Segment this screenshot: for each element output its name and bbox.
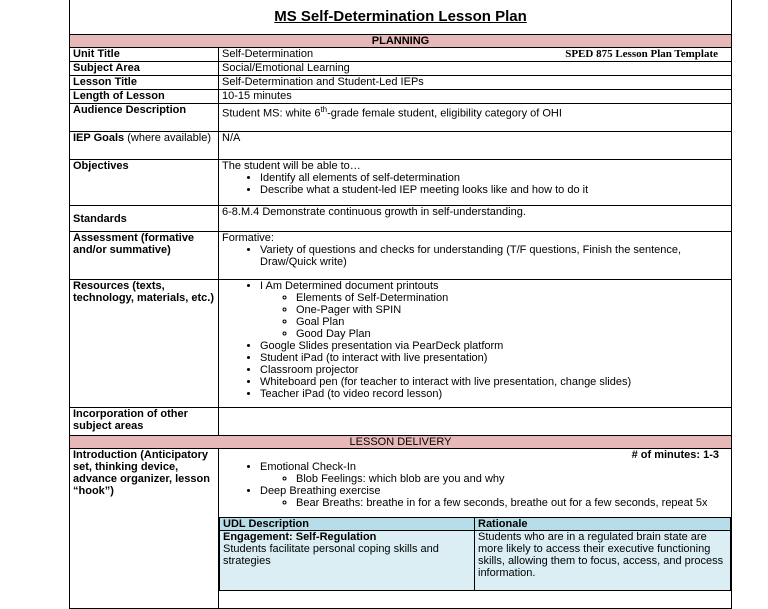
- udl-engagement-cell: [220, 531, 475, 591]
- resources-label: Resources (texts, technology, materials, etc.): [70, 280, 219, 408]
- engagement-text: Students facilitate personal coping skills and strategies: [223, 543, 439, 567]
- document-title: MS Self-Determination Lesson Plan: [70, 0, 732, 35]
- assessment-list: [222, 244, 728, 268]
- unit-title-cell: [219, 48, 732, 62]
- list-item: • I Am Determined document printouts ◦ Elements of Self-Determination ◦ One-Pager with SPIN ◦ Goal Plan ◦ Good Day Plan: [260, 280, 728, 340]
- list-item: ◦ Elements of Self-Determination: [296, 292, 728, 304]
- subject-area-value: Social/Emotional Learning: [219, 62, 732, 76]
- udl-rationale-text: Students who are in a regulated brain state are more likely to access their executive functioning skills, allowing them to focus, access, and process information.: [475, 531, 731, 591]
- audience-label: Audience Description: [70, 104, 219, 132]
- list-item: • Student iPad (to interact with live presentation): [260, 352, 728, 364]
- list-item: • Teacher iPad (to video record lesson): [260, 388, 728, 400]
- incorporation-value: [219, 408, 732, 436]
- list-item: • Deep Breathing exercise ◦ Bear Breaths: breathe in for a few seconds, breathe out for a few seconds, repeat 5x: [260, 485, 731, 509]
- resources-list: [222, 280, 728, 400]
- lesson-plan-document: [69, 0, 731, 594]
- subject-area-label: Subject Area: [70, 62, 219, 76]
- list-item: ◦ Blob Feelings: which blob are you and why: [296, 473, 731, 485]
- template-note: SPED 875 Lesson Plan Template: [565, 48, 719, 60]
- list-item: • Classroom projector: [260, 364, 728, 376]
- list-item: • Describe what a student-led IEP meeting looks like and how to do it: [260, 184, 728, 196]
- section-delivery-header: LESSON DELIVERY: [70, 436, 732, 449]
- length-label: Length of Lesson: [70, 90, 219, 104]
- objectives-list: [222, 172, 728, 196]
- list-item: ◦ Good Day Plan: [296, 328, 728, 340]
- list-item: • Variety of questions and checks for understanding (T/F questions, Finish the sentence, Draw/Quick write): [260, 244, 728, 268]
- list-item: • Identify all elements of self-determination: [260, 172, 728, 184]
- length-value: 10-15 minutes: [219, 90, 732, 104]
- iep-goals-label: IEP Goals (where available): [70, 132, 219, 160]
- introduction-label: Introduction (Anticipatory set, thinking device, advance organizer, lesson “hook”): [70, 449, 219, 609]
- introduction-cell: [219, 449, 732, 609]
- udl-rationale-header: Rationale: [475, 518, 731, 531]
- list-item: ◦ One-Pager with SPIN: [296, 304, 728, 316]
- objectives-intro: The student will be able to…: [222, 160, 361, 172]
- list-item: • Emotional Check-In ◦ Blob Feelings: which blob are you and why: [260, 461, 731, 485]
- unit-title-value: Self-Determination: [222, 48, 314, 60]
- assessment-label: Assessment (formative and/or summative): [70, 232, 219, 280]
- incorporation-label: Incorporation of other subject areas: [70, 408, 219, 436]
- udl-table: [219, 517, 731, 591]
- lesson-title-value: Self-Determination and Student-Led IEPs: [219, 76, 732, 90]
- resources-value: [219, 280, 732, 408]
- list-item: • Google Slides presentation via PearDeck platform: [260, 340, 728, 352]
- lesson-plan-table: [69, 0, 732, 609]
- assessment-intro: Formative:: [222, 232, 274, 244]
- lesson-title-label: Lesson Title: [70, 76, 219, 90]
- objectives-label: Objectives: [70, 160, 219, 206]
- list-item: ◦ Goal Plan: [296, 316, 728, 328]
- standards-label: Standards: [70, 206, 219, 232]
- audience-value: Student MS: white 6th-grade female student, eligibility category of OHI: [219, 104, 732, 132]
- list-item: • Whiteboard pen (for teacher to interact with live presentation, change slides): [260, 376, 728, 388]
- section-planning-header: PLANNING: [70, 35, 732, 48]
- unit-title-label: Unit Title: [70, 48, 219, 62]
- list-item: ◦ Bear Breaths: breathe in for a few seconds, breathe out for a few seconds, repeat 5x: [296, 497, 715, 509]
- objectives-value: [219, 160, 732, 206]
- introduction-list: [219, 461, 731, 509]
- udl-description-header: UDL Description: [220, 518, 475, 531]
- resources-sublist: [260, 292, 728, 340]
- engagement-title: Engagement: Self-Regulation: [223, 531, 377, 543]
- minutes-text: # of minutes: 1-3: [631, 449, 720, 461]
- iep-goals-value: N/A: [219, 132, 732, 160]
- standards-value: 6-8.M.4 Demonstrate continuous growth in self-understanding.: [219, 206, 732, 232]
- assessment-value: [219, 232, 732, 280]
